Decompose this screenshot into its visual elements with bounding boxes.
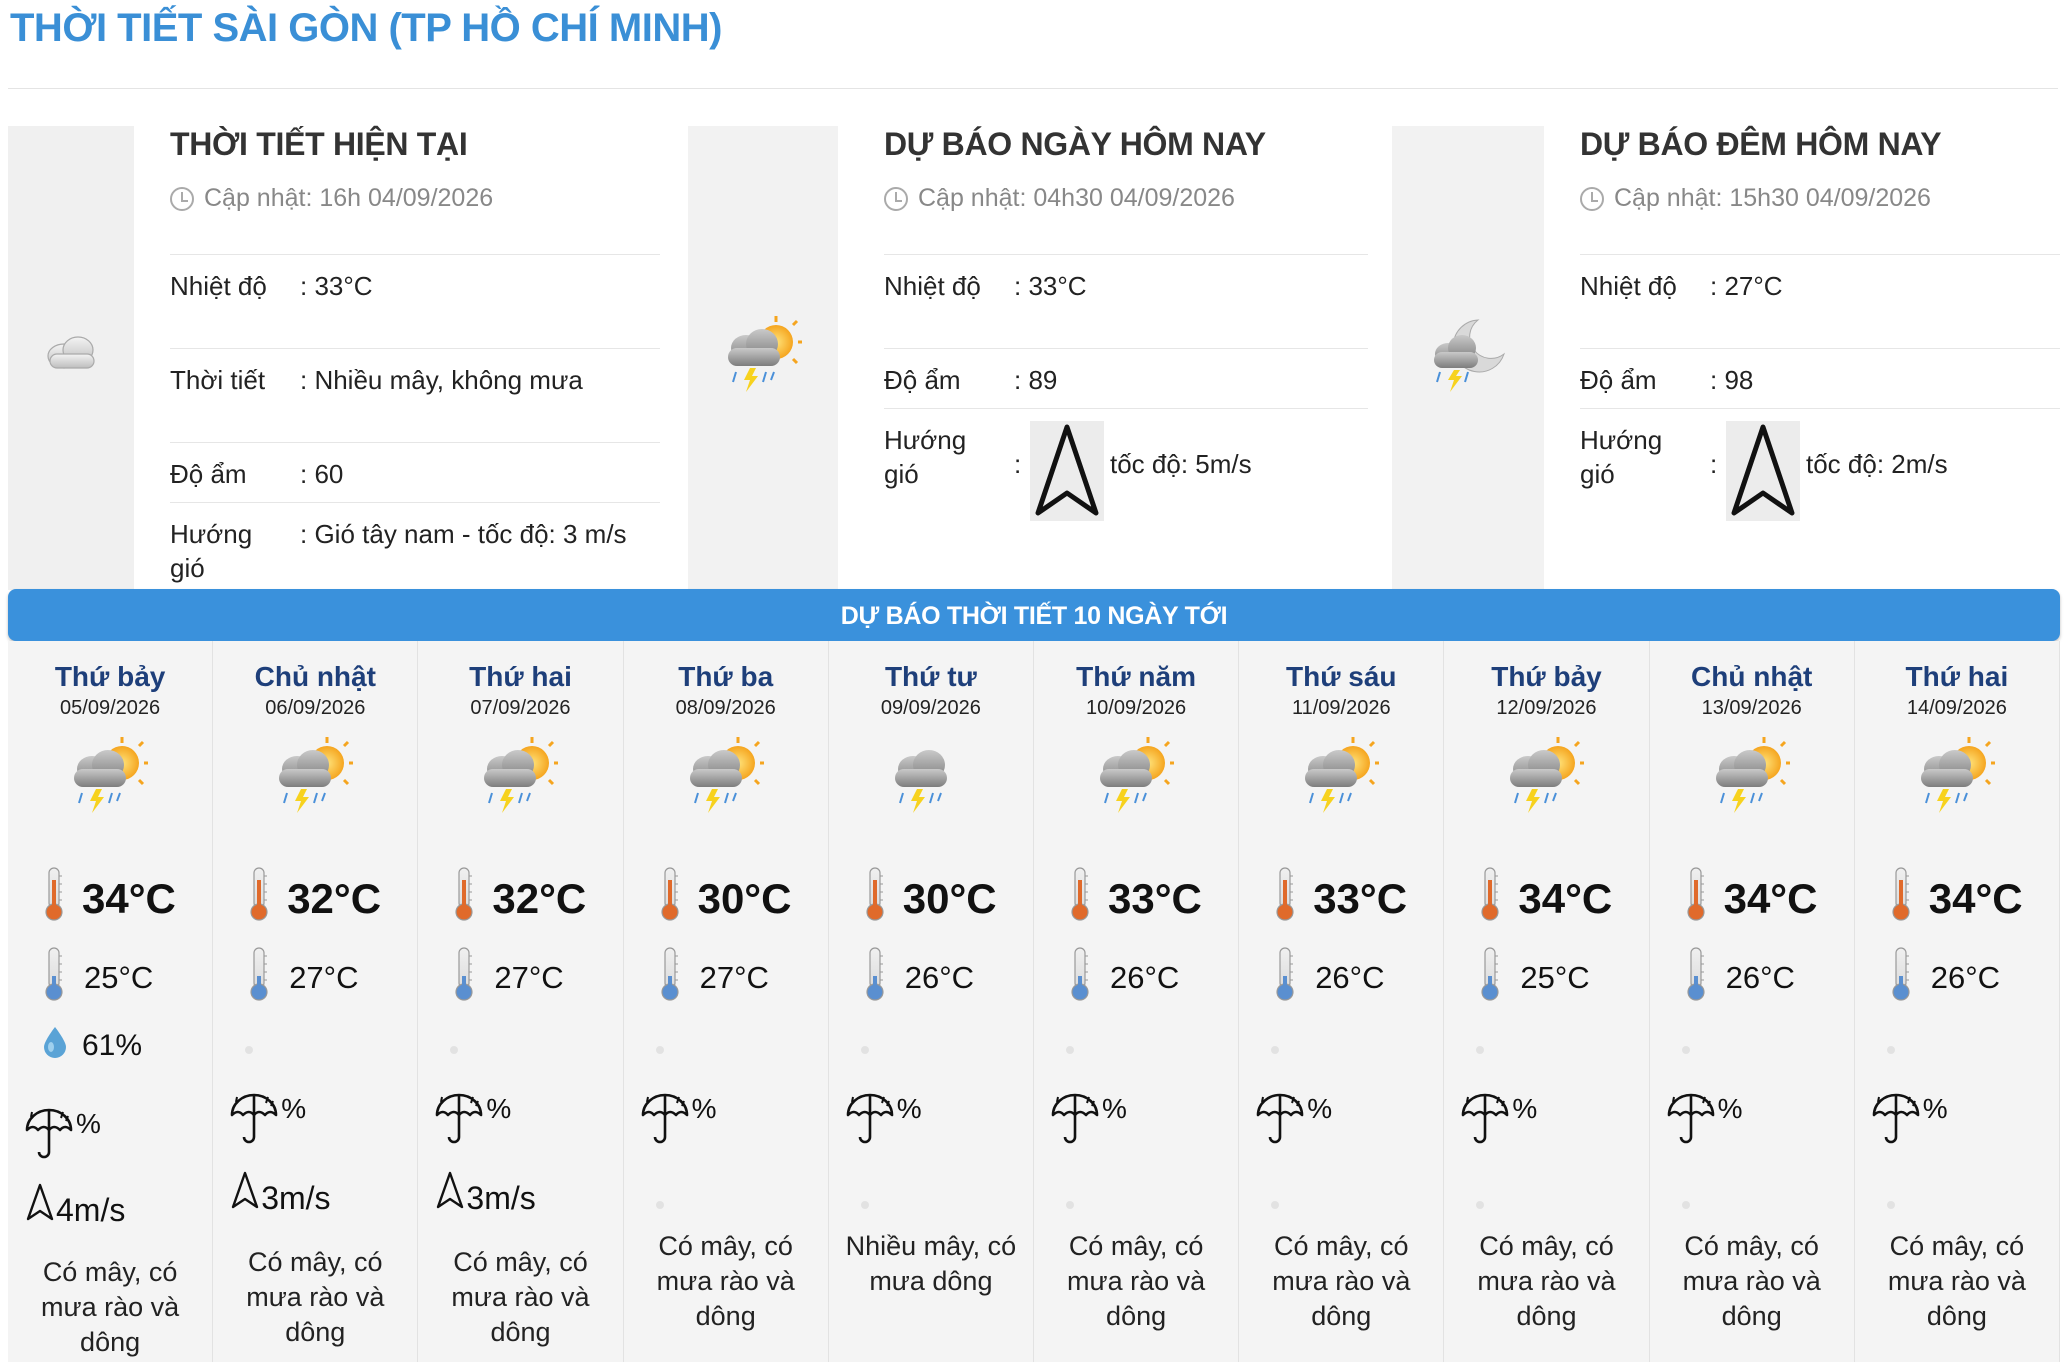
day-date: 08/09/2026 xyxy=(675,697,776,719)
thunderstorm-sun-icon xyxy=(1708,733,1792,822)
max-temp xyxy=(1480,866,1612,932)
humidity-label: Độ ẩm xyxy=(1580,365,1657,395)
umbrella-icon xyxy=(434,1091,484,1154)
placeholder-dot xyxy=(1476,1201,1484,1209)
max-temp-value: 32°C xyxy=(287,875,382,922)
max-temp-value: 33°C xyxy=(1313,875,1408,922)
thunderstorm-sun-icon xyxy=(66,733,150,822)
umbrella-icon xyxy=(24,1106,74,1169)
placeholder-dot xyxy=(1066,1201,1074,1209)
day-date: 07/09/2026 xyxy=(470,697,571,719)
placeholder-dot xyxy=(1887,1201,1895,1209)
day-description: Có mây, có mưa rào và dông xyxy=(656,1231,795,1331)
placeholder-dot xyxy=(656,1046,664,1054)
current-icon-column xyxy=(8,126,134,590)
rain-chance-value: % xyxy=(896,1093,922,1124)
wind-speed xyxy=(26,1183,125,1229)
wind-speed: tốc độ: 2m/s xyxy=(1806,449,1948,479)
thermometer-hot-icon xyxy=(1480,866,1500,932)
tonight-updated-text: Cập nhật: 15h30 04/09/2026 xyxy=(1614,184,1931,212)
min-temp-value: 27°C xyxy=(699,960,769,995)
temp-label: Nhiệt độ xyxy=(170,271,267,301)
thunderstorm-sun-icon xyxy=(720,312,804,396)
day-description: Có mây, có mưa rào và dông xyxy=(1272,1231,1411,1331)
min-temp xyxy=(44,946,153,1010)
rain-chance xyxy=(640,1091,717,1154)
placeholder-dot xyxy=(1476,1046,1484,1054)
wind-speed xyxy=(436,1171,535,1217)
day-date: 12/09/2026 xyxy=(1496,697,1597,719)
max-temp xyxy=(660,866,792,932)
cloudy-icon xyxy=(42,328,100,374)
max-temp xyxy=(454,866,586,932)
day-name: Thứ ba xyxy=(678,661,774,692)
day-name: Chủ nhật xyxy=(254,661,376,692)
max-temp xyxy=(1070,866,1202,932)
max-temp xyxy=(249,866,381,932)
night-thunderstorm-icon xyxy=(1428,314,1508,394)
placeholder-dot xyxy=(1271,1201,1279,1209)
humidity-label: Độ ẩm xyxy=(884,365,961,395)
clock-icon xyxy=(170,187,194,211)
placeholder-dot xyxy=(450,1046,458,1054)
tonight-temp-row xyxy=(1580,254,2060,349)
max-temp-value: 34°C xyxy=(82,875,176,922)
forecast-day-card xyxy=(624,641,829,1362)
forecast-day-card xyxy=(1650,641,1855,1362)
humidity-value: : 98 xyxy=(1710,365,1754,395)
umbrella-icon xyxy=(1050,1091,1100,1154)
wind-colon: : xyxy=(1014,449,1022,479)
current-humidity-row xyxy=(170,442,660,503)
thunderstorm-sun-icon xyxy=(476,733,560,822)
weather-label: Thời tiết xyxy=(170,365,266,395)
rain-chance xyxy=(434,1091,511,1154)
rain-chance-value: % xyxy=(691,1093,717,1124)
thunderstorm-sun-icon xyxy=(271,733,355,822)
humidity-value: : 89 xyxy=(1014,365,1058,395)
rain-chance-value: % xyxy=(281,1093,307,1124)
placeholder-dot xyxy=(1066,1046,1074,1054)
wind-label: Hướng gió xyxy=(170,519,253,583)
forecast-day-card xyxy=(1239,641,1444,1362)
rain-chance xyxy=(1255,1091,1332,1154)
temp-value: : 27°C xyxy=(1710,271,1783,301)
max-temp-value: 33°C xyxy=(1108,875,1202,922)
wind-speed xyxy=(231,1171,330,1217)
day-date: 10/09/2026 xyxy=(1086,697,1187,719)
umbrella-icon xyxy=(229,1091,279,1154)
today-updated xyxy=(884,184,1235,213)
wind-speed-value: 4m/s xyxy=(56,1192,126,1228)
day-date: 13/09/2026 xyxy=(1701,697,1802,719)
day-date: 06/09/2026 xyxy=(265,697,366,719)
thermometer-hot-icon xyxy=(1891,866,1911,932)
max-temp-value: 30°C xyxy=(902,875,997,922)
rain-chance xyxy=(1050,1091,1127,1154)
thunderstorm-sun-icon xyxy=(1913,733,1997,822)
page-title: THỜI TIẾT SÀI GÒN (TP HỒ CHÍ MINH) xyxy=(10,6,722,50)
thermometer-cold-icon xyxy=(44,946,64,1010)
current-updated-text: Cập nhật: 16h 04/09/2026 xyxy=(204,184,494,212)
wind-arrow-icon xyxy=(436,1171,464,1217)
placeholder-dot xyxy=(1271,1046,1279,1054)
current-wind-row xyxy=(170,502,660,591)
tonight-icon-column xyxy=(1392,126,1544,590)
day-name: Thứ sáu xyxy=(1286,661,1397,692)
humidity-value: : 60 xyxy=(300,459,344,489)
tonight-humidity-row xyxy=(1580,348,2060,409)
wind-colon: : xyxy=(1710,449,1718,479)
min-temp-value: 26°C xyxy=(1930,960,2001,995)
placeholder-dot xyxy=(1682,1046,1690,1054)
day-name: Thứ hai xyxy=(1905,661,2009,692)
max-temp-value: 34°C xyxy=(1723,875,1818,922)
thunderstorm-sun-icon xyxy=(1297,733,1381,822)
day-name: Thứ năm xyxy=(1076,661,1197,692)
day-name: Thứ tư xyxy=(884,661,977,692)
today-forecast-panel xyxy=(688,126,1368,590)
min-temp xyxy=(454,946,563,1010)
min-temp xyxy=(249,946,358,1010)
ten-day-forecast-grid xyxy=(8,641,2060,1362)
rain-chance xyxy=(1666,1091,1743,1154)
thermometer-hot-icon xyxy=(660,866,680,932)
min-temp xyxy=(1686,946,1795,1010)
thermometer-cold-icon xyxy=(1070,946,1090,1010)
humidity xyxy=(42,1025,142,1067)
day-description: Nhiều mây, có mưa dông xyxy=(845,1231,1017,1296)
wind-speed: tốc độ: 5m/s xyxy=(1110,449,1252,479)
day-description: Có mây, có mưa rào và dông xyxy=(1477,1231,1616,1331)
min-temp xyxy=(1070,946,1179,1010)
wind-label: Hướng gió xyxy=(884,425,967,489)
thunderstorm-sun-icon xyxy=(1502,733,1586,822)
wind-speed-value: 3m/s xyxy=(466,1180,536,1216)
forecast-day-card xyxy=(418,641,623,1362)
ten-day-forecast-header: DỰ BÁO THỜI TIẾT 10 NGÀY TỚI xyxy=(8,589,2060,641)
forecast-day-card xyxy=(829,641,1034,1362)
day-name: Thứ bảy xyxy=(54,661,166,692)
thermometer-hot-icon xyxy=(1686,866,1706,932)
title-divider xyxy=(8,88,2058,89)
max-temp xyxy=(1275,866,1407,932)
thermometer-cold-icon xyxy=(1891,946,1911,1010)
max-temp xyxy=(1891,866,2023,932)
tonight-updated xyxy=(1580,184,1931,213)
day-date: 05/09/2026 xyxy=(60,697,161,719)
rain-chance-value: % xyxy=(1102,1093,1127,1124)
thermometer-hot-icon xyxy=(249,866,269,932)
tonight-title: DỰ BÁO ĐÊM HÔM NAY xyxy=(1580,126,1942,162)
wind-arrow-icon xyxy=(231,1171,259,1217)
max-temp-value: 30°C xyxy=(697,875,792,922)
min-temp-value: 25°C xyxy=(84,960,154,995)
umbrella-icon xyxy=(1460,1091,1510,1154)
today-updated-text: Cập nhật: 04h30 04/09/2026 xyxy=(918,184,1235,212)
min-temp-value: 26°C xyxy=(1110,960,1180,995)
water-drop-icon xyxy=(42,1025,68,1067)
rain-chance-value: % xyxy=(76,1108,101,1139)
max-temp xyxy=(865,866,997,932)
rain-chance xyxy=(229,1091,306,1154)
wind-value: : Gió tây nam - tốc độ: 3 m/s xyxy=(300,519,627,549)
clock-icon xyxy=(1580,187,1604,211)
min-temp-value: 26°C xyxy=(1315,960,1385,995)
min-temp-value: 27°C xyxy=(494,960,564,995)
placeholder-dot xyxy=(245,1046,253,1054)
current-weather-panel xyxy=(8,126,686,590)
day-date: 11/09/2026 xyxy=(1291,697,1391,719)
forecast-day-card xyxy=(1034,641,1239,1362)
placeholder-dot xyxy=(1682,1201,1690,1209)
wind-label: Hướng gió xyxy=(1580,425,1663,489)
day-name: Chủ nhật xyxy=(1691,661,1813,692)
thermometer-cold-icon xyxy=(1480,946,1500,1010)
rain-chance-value: % xyxy=(1307,1093,1333,1124)
min-temp-value: 27°C xyxy=(289,960,359,995)
today-temp-row xyxy=(884,254,1368,349)
wind-speed-value: 3m/s xyxy=(261,1180,331,1216)
max-temp-value: 34°C xyxy=(1928,875,2023,922)
min-temp-value: 26°C xyxy=(904,960,975,995)
today-humidity-row xyxy=(884,348,1368,409)
current-temp-row xyxy=(170,254,660,349)
day-name: Thứ hai xyxy=(469,661,572,692)
min-temp xyxy=(660,946,769,1010)
rain-chance xyxy=(845,1091,922,1154)
thermometer-hot-icon xyxy=(865,866,885,932)
thermometer-hot-icon xyxy=(1070,866,1090,932)
rain-chance xyxy=(1871,1091,1948,1154)
current-weather-row xyxy=(170,348,660,443)
rain-chance xyxy=(24,1106,101,1169)
umbrella-icon xyxy=(1255,1091,1305,1154)
temp-value: : 33°C xyxy=(300,271,373,301)
thunderstorm-icon xyxy=(887,733,971,822)
rain-chance-value: % xyxy=(486,1093,512,1124)
forecast-day-card xyxy=(8,641,213,1362)
thermometer-cold-icon xyxy=(660,946,680,1010)
placeholder-dot xyxy=(861,1201,869,1209)
rain-chance-value: % xyxy=(1717,1093,1743,1124)
rain-chance-value: % xyxy=(1922,1093,1948,1124)
rain-chance-value: % xyxy=(1512,1093,1538,1124)
umbrella-icon xyxy=(845,1091,895,1154)
min-temp xyxy=(1275,946,1384,1010)
placeholder-dot xyxy=(656,1201,664,1209)
day-description: Có mây, có mưa rào và dông xyxy=(246,1247,385,1347)
temp-value: : 33°C xyxy=(1014,271,1087,301)
thermometer-cold-icon xyxy=(454,946,474,1010)
today-title: DỰ BÁO NGÀY HÔM NAY xyxy=(884,126,1266,162)
forecast-day-card xyxy=(1855,641,2060,1362)
thermometer-cold-icon xyxy=(249,946,269,1010)
rain-chance xyxy=(1460,1091,1537,1154)
day-date: 09/09/2026 xyxy=(880,697,981,719)
current-updated xyxy=(170,184,493,213)
weather-value: : Nhiều mây, không mưa xyxy=(300,365,583,395)
thunderstorm-sun-icon xyxy=(1092,733,1176,822)
day-description: Có mây, có mưa rào và dông xyxy=(1682,1231,1821,1331)
thermometer-cold-icon xyxy=(1686,946,1706,1010)
umbrella-icon xyxy=(1666,1091,1716,1154)
day-name: Thứ bảy xyxy=(1491,661,1602,692)
day-description: Có mây, có mưa rào và dông xyxy=(41,1257,180,1357)
day-description: Có mây, có mưa rào và dông xyxy=(451,1247,590,1347)
humidity-value: 61% xyxy=(82,1029,143,1062)
forecast-day-card xyxy=(1444,641,1649,1362)
forecast-day-card xyxy=(213,641,418,1362)
thermometer-cold-icon xyxy=(1275,946,1295,1010)
umbrella-icon xyxy=(640,1091,690,1154)
current-title: THỜI TIẾT HIỆN TẠI xyxy=(170,126,468,162)
thermometer-hot-icon xyxy=(454,866,474,932)
max-temp-value: 34°C xyxy=(1518,875,1613,922)
tonight-wind-row xyxy=(1580,408,2060,529)
min-temp-value: 26°C xyxy=(1725,960,1795,995)
placeholder-dot xyxy=(861,1046,869,1054)
tonight-forecast-panel xyxy=(1392,126,2060,590)
temp-label: Nhiệt độ xyxy=(1580,271,1677,301)
temp-label: Nhiệt độ xyxy=(884,271,981,301)
max-temp-value: 32°C xyxy=(492,875,587,922)
thermometer-hot-icon xyxy=(1275,866,1295,932)
thermometer-hot-icon xyxy=(44,866,64,932)
wind-direction-arrow-icon xyxy=(1726,421,1800,521)
wind-arrow-icon xyxy=(26,1183,54,1229)
today-icon-column xyxy=(688,126,838,590)
umbrella-icon xyxy=(1871,1091,1921,1154)
day-date: 14/09/2026 xyxy=(1906,697,2007,719)
max-temp xyxy=(1686,866,1818,932)
min-temp-value: 25°C xyxy=(1520,960,1590,995)
min-temp xyxy=(1480,946,1589,1010)
humidity-label: Độ ẩm xyxy=(170,459,247,489)
placeholder-dot xyxy=(1887,1046,1895,1054)
min-temp xyxy=(865,946,974,1010)
max-temp xyxy=(44,866,176,932)
day-description: Có mây, có mưa rào và dông xyxy=(1067,1231,1206,1331)
day-description: Có mây, có mưa rào và dông xyxy=(1887,1231,2026,1331)
thunderstorm-sun-icon xyxy=(682,733,766,822)
clock-icon xyxy=(884,187,908,211)
today-wind-row xyxy=(884,408,1368,529)
min-temp xyxy=(1891,946,2000,1010)
wind-direction-arrow-icon xyxy=(1030,421,1104,521)
thermometer-cold-icon xyxy=(865,946,885,1010)
